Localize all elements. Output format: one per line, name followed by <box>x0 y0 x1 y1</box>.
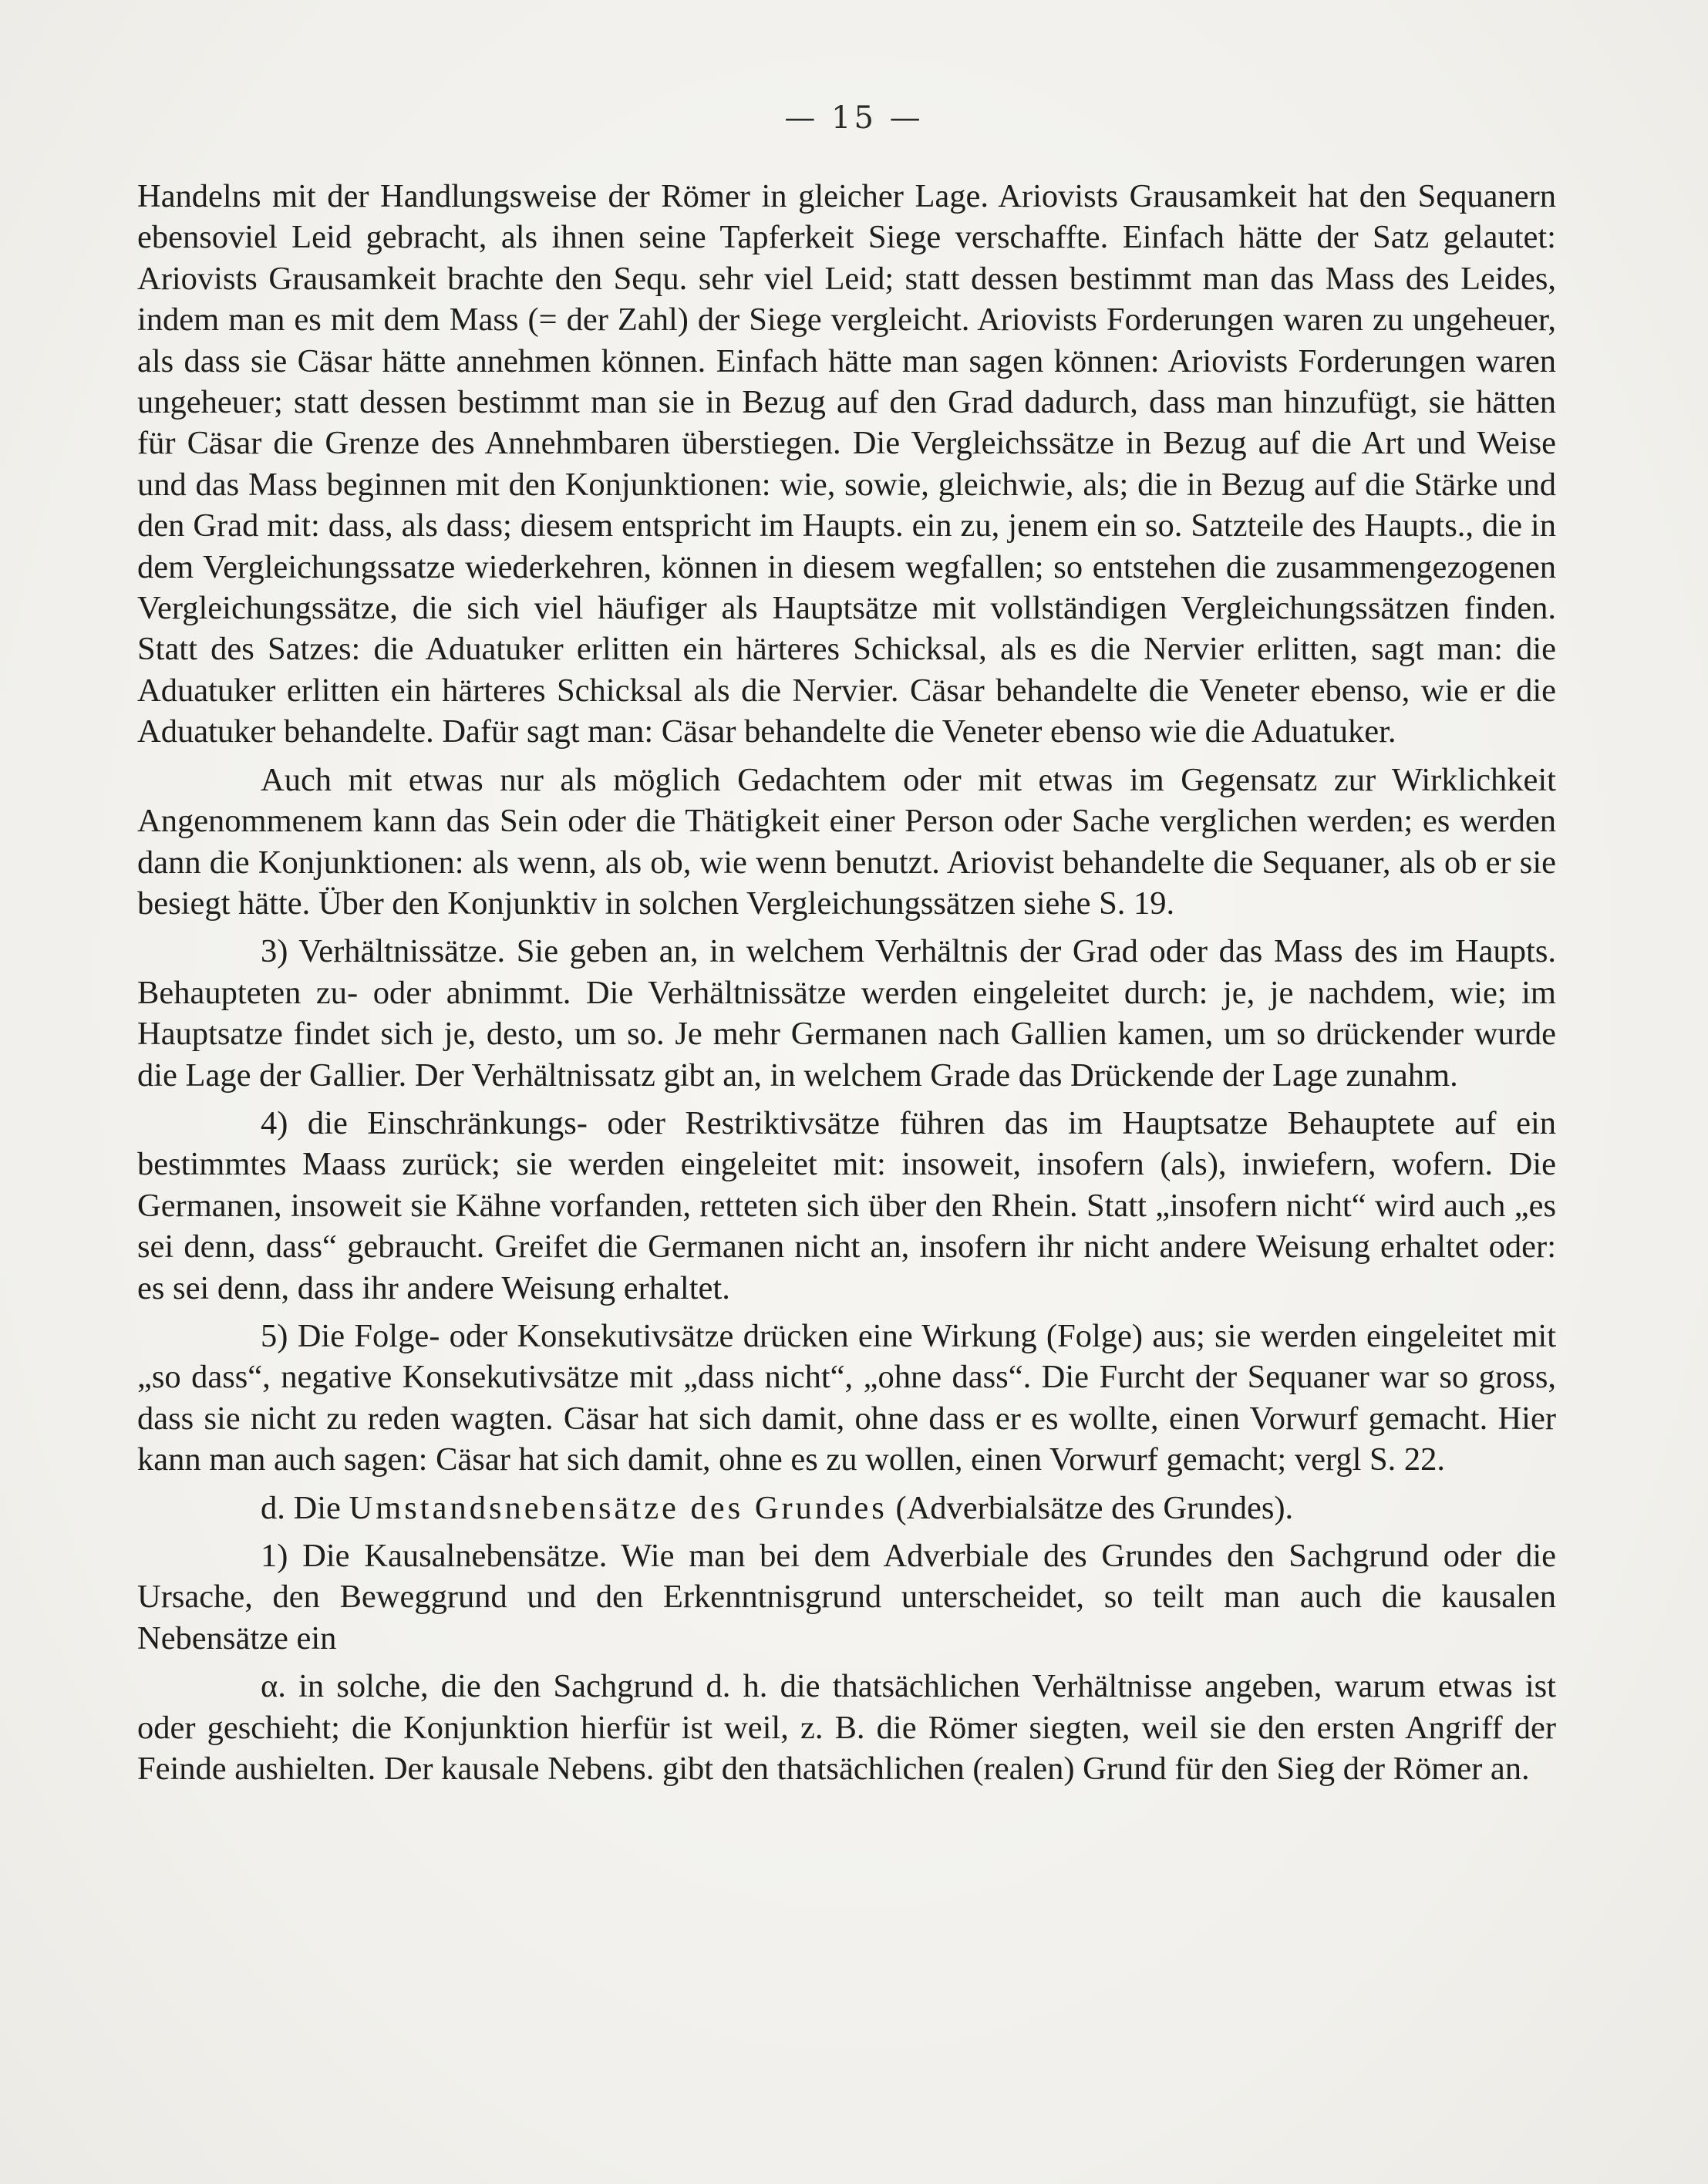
section-heading <box>137 1488 1556 1528</box>
body-text <box>137 176 1556 1789</box>
heading-spaced: Umstandsnebensätze des Grundes <box>349 1489 888 1526</box>
heading-prefix: d. Die <box>261 1489 341 1526</box>
paragraph: α. in solche, die den Sachgrund d. h. die thatsächlichen Verhältnisse angeben, warum etwas ist oder geschieht; die Konjunktion hierfür ist weil, z. B. die Römer siegten, weil sie den ersten Angriff der Feinde aushielten. Der kausale Nebens. gibt den thatsächlichen (realen) Grund für den Sieg der Römer an. <box>137 1668 1556 1788</box>
paragraph: Auch mit etwas nur als möglich Gedachtem oder mit etwas im Gegensatz zur Wirklichkeit Angenommenem kann das Sein oder die Thätigkeit einer Person oder Sache verglichen werden; es werden dann die Konjunktionen: als wenn, als ob, wie wenn benutzt. Ariovist behandelte die Sequaner, als ob er sie besiegt hätte. Über den Konjunktiv in solchen Vergleichungssätzen siehe S. 19. <box>137 761 1556 922</box>
paragraph: 4) die Einschränkungs- oder Restriktivsätze führen das im Hauptsatze Behauptete auf ein bestimmtes Maass zurück; sie werden eingeleitet mit: insoweit, insofern (als), inwiefern, wofern. Die Germanen, insoweit sie Kähne vorfanden, retteten sich über den Rhein. Statt „insofern nicht“ wird auch „es sei denn, dass“ gebraucht. Greifet die Germanen nicht an, insofern ihr nicht andere Weisung erhaltet oder: es sei denn, dass ihr andere Weisung erhaltet. <box>137 1104 1556 1306</box>
paragraph: 5) Die Folge- oder Konsekutivsätze drücken eine Wirkung (Folge) aus; sie werden eingeleitet mit „so dass“, negative Konsekutivsätze mit „dass nicht“, „ohne dass“. Die Furcht der Sequaner war so gross, dass sie nicht zu reden wagten. Cäsar hat sich damit, ohne dass er es wollte, einen Vorwurf gemacht. Hier kann man auch sagen: Cäsar hat sich damit, ohne es zu wollen, einen Vorwurf gemacht; vergl S. 22. <box>137 1317 1556 1478</box>
paragraph: Handelns mit der Handlungsweise der Römer in gleicher Lage. Ariovists Grausamkeit hat den Sequanern ebensoviel Leid gebracht, als ihnen seine Tapferkeit Siege verschaffte. Einfach hätte der Satz gelautet: Ariovists Grausamkeit brachte den Sequ. sehr viel Leid; statt dessen bestimmt man das Mass des Leides, indem man es mit dem Mass (= der Zahl) der Siege vergleicht. Ariovists Forderungen waren zu ungeheuer, als dass sie Cäsar hätte annehmen können. Einfach hätte man sagen können: Ariovists Forderungen waren ungeheuer; statt dessen bestimmt man sie in Bezug auf den Grad dadurch, dass man hinzufügt, sie hätten für Cäsar die Grenze des Annehmbaren überstiegen. Die Vergleichssätze in Bezug auf die Art und Weise und das Mass beginnen mit den Konjunktionen: wie, sowie, gleichwie, als; die in Bezug auf die Stärke und den Grad mit: dass, als dass; diesem entspricht im Haupts. ein zu, jenem ein so. Satzteile des Haupts., die in dem Vergleichungssatze wiederkehren, können in diesem wegfallen; so entstehen die zusammengezogenen Vergleichungssätze, die sich viel häufiger als Hauptsätze mit vollständigen Vergleichungssätzen finden. Statt des Satzes: die Aduatuker erlitten ein härteres Schicksal, als es die Nervier erlitten, sagt man: die Aduatuker erlitten ein härteres Schicksal als die Nervier. Cäsar behandelte die Veneter ebenso, wie er die Aduatuker behandelte. Dafür sagt man: Cäsar behandelte die Veneter ebenso wie die Aduatuker. <box>137 178 1556 750</box>
page-number: — 15 — <box>784 100 924 136</box>
paragraph: 1) Die Kausalnebensätze. Wie man bei dem Adverbiale des Grundes den Sachgrund oder die Ursache, den Beweggrund und den Erkenntnisgrund unterscheidet, so teilt man auch die kausalen Nebensätze ein <box>137 1538 1556 1657</box>
heading-suffix: (Adverbialsätze des Grundes). <box>895 1489 1294 1526</box>
paragraph: 3) Verhältnissätze. Sie geben an, in welchem Verhältnis der Grad oder das Mass des im Haupts. Behaupteten zu- oder abnimmt. Die Verhältnissätze werden eingeleitet durch: je, je nachdem, wie; im Hauptsatze findet sich je, desto, um so. Je mehr Germanen nach Gallien kamen, um so drückender wurde die Lage der Gallier. Der Verhältnissatz gibt an, in welchem Grade das Drückende der Lage zunahm. <box>137 933 1556 1094</box>
